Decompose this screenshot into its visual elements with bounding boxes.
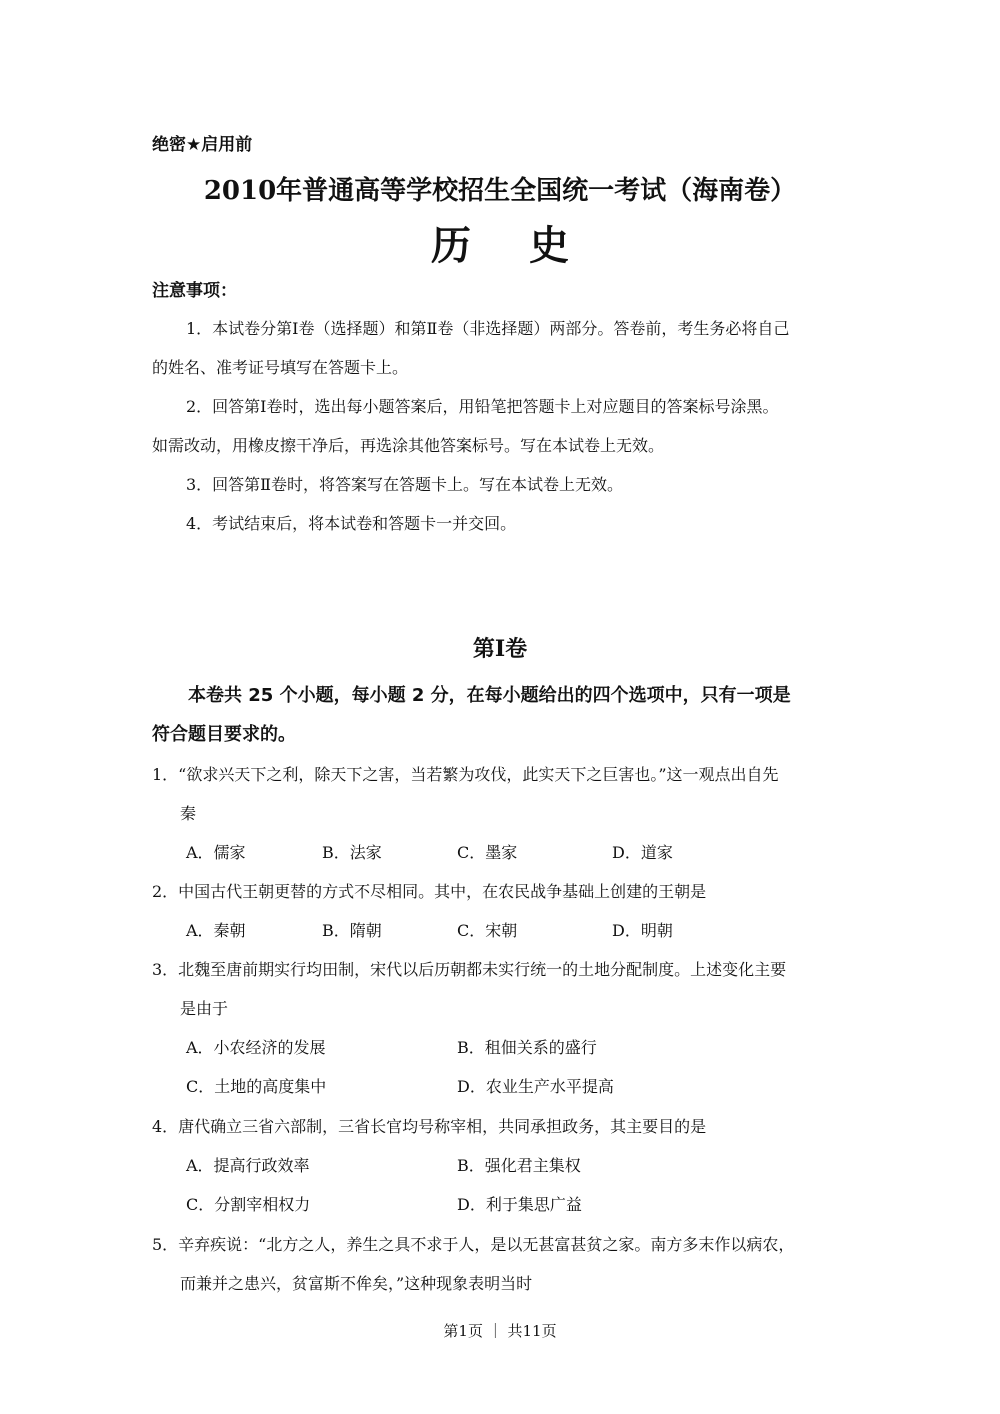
- option-a: A．儒家: [186, 843, 246, 862]
- notice-item: 2．回答第Ⅰ卷时，选出每小题答案后，用铅笔把答题卡上对应题目的答案标号涂黑。: [186, 397, 779, 416]
- option-c: C．宋朝: [457, 921, 518, 940]
- option-a: A．提高行政效率: [186, 1156, 310, 1175]
- question-stem: 4．唐代确立三省六部制，三省长官均号称宰相，共同承担政务，其主要目的是: [152, 1117, 707, 1136]
- question-stem-cont: 秦: [180, 804, 197, 823]
- option-d: D．明朝: [612, 921, 673, 940]
- option-d: D．农业生产水平提高: [457, 1077, 614, 1096]
- question-stem: 5．辛弃疾说：“北方之人，养生之具不求于人，是以无甚富甚贫之家。南方多末作以病农，: [152, 1235, 795, 1254]
- option-b: B．租佃关系的盛行: [457, 1038, 597, 1057]
- option-d: D．道家: [612, 843, 673, 862]
- question-stem: 2．中国古代王朝更替的方式不尽相同。其中，在农民战争基础上创建的王朝是: [152, 882, 707, 901]
- option-c: C．土地的高度集中: [186, 1077, 327, 1096]
- section-intro-cont: 符合题目要求的。: [152, 724, 296, 745]
- notice-item-cont: 的姓名、准考证号填写在答题卡上。: [152, 358, 409, 377]
- subject-title: 历 史: [431, 222, 591, 269]
- section-intro: 本卷共 25 个小题，每小题 2 分，在每小题给出的四个选项中，只有一项是: [188, 685, 791, 706]
- exam-title: 2010年普通高等学校招生全国统一考试（海南卷）: [203, 176, 797, 206]
- option-a: A．秦朝: [186, 921, 246, 940]
- question-stem-cont: 而兼并之患兴，贫富斯不侔矣，”这种现象表明当时: [180, 1274, 533, 1293]
- confidential-mark: 绝密★启用前: [152, 135, 253, 155]
- question-stem: 1．“欲求兴天下之利，除天下之害，当若繁为攻伐，此实天下之巨害也。”这一观点出自先: [152, 765, 779, 784]
- notice-item: 1．本试卷分第Ⅰ卷（选择题）和第Ⅱ卷（非选择题）两部分。答卷前，考生务必将自己: [186, 319, 790, 338]
- question-stem: 3．北魏至唐前期实行均田制，宋代以后历朝都未实行统一的土地分配制度。上述变化主要: [152, 960, 787, 979]
- option-d: D．利于集思广益: [457, 1195, 582, 1214]
- option-b: B．强化君主集权: [457, 1156, 581, 1175]
- option-c: C．墨家: [457, 843, 518, 862]
- page-footer: 第1页 ｜ 共11页: [443, 1322, 557, 1340]
- notice-item: 3．回答第Ⅱ卷时，将答案写在答题卡上。写在本试卷上无效。: [186, 475, 624, 494]
- question-stem-cont: 是由于: [180, 999, 229, 1018]
- section-title: 第Ⅰ卷: [472, 636, 528, 662]
- option-b: B．法家: [322, 843, 382, 862]
- option-c: C．分割宰相权力: [186, 1195, 311, 1214]
- option-b: B．隋朝: [322, 921, 382, 940]
- notice-heading: 注意事项：: [152, 281, 237, 301]
- notice-item: 4．考试结束后，将本试卷和答题卡一并交回。: [186, 514, 517, 533]
- notice-item-cont: 如需改动，用橡皮擦干净后，再选涂其他答案标号。写在本试卷上无效。: [152, 436, 665, 455]
- option-a: A．小农经济的发展: [186, 1038, 326, 1057]
